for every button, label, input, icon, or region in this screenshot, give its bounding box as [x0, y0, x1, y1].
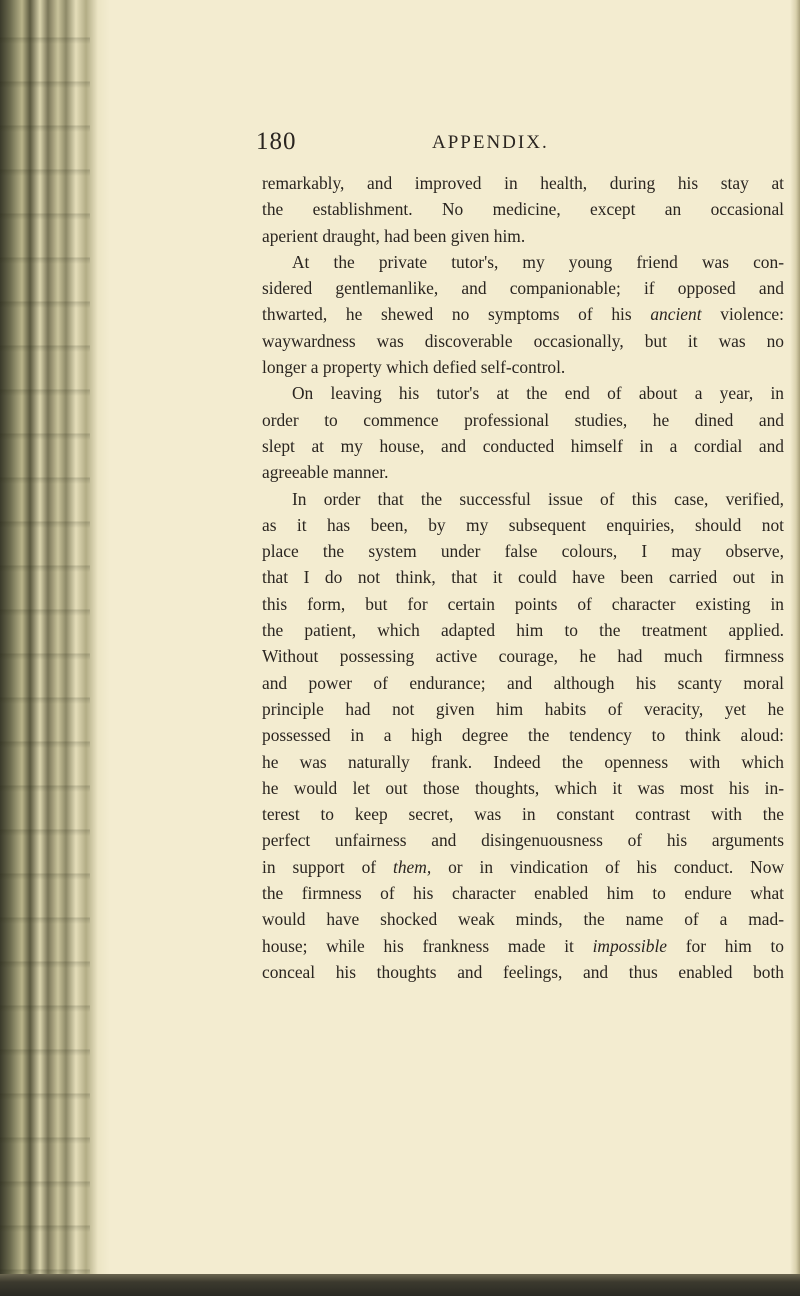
text-line: sidered gentlemanlike, and companionable; if opposed and — [262, 278, 784, 299]
italic-word: impossible — [592, 935, 667, 956]
page-header — [126, 128, 766, 164]
text-line: and power of endurance; and although his scanty moral — [262, 672, 784, 693]
gutter-texture — [0, 0, 90, 1296]
text-line: he would let out those thoughts, which it was most his in- — [262, 777, 784, 798]
book-page — [126, 128, 785, 982]
text-line: Without possessing active courage, he had much firmness — [262, 646, 784, 667]
italic-word: ancient — [650, 304, 702, 325]
text-line — [262, 301, 784, 327]
text-line: that I do not think, that it could have been carried out in — [262, 567, 784, 588]
text-line — [262, 854, 784, 880]
text-line: slept at my house, and conducted himself in a cordial and — [262, 435, 784, 456]
body-text — [262, 170, 784, 985]
text-fragment: violence: — [701, 304, 784, 325]
text-line: waywardness was discoverable occasionally, but it was no — [262, 330, 784, 351]
text-line: the patient, which adapted him to the treatment applied. — [262, 620, 784, 641]
text-line: agreeable manner. — [262, 462, 389, 483]
running-head: APPENDIX. — [432, 132, 549, 153]
text-line: remarkably, and improved in health, during his stay at — [262, 173, 784, 193]
page-right-edge — [790, 0, 800, 1296]
text-line: At the private tutor's, my young friend was con- — [292, 251, 784, 272]
text-line: perfect unfairness and disingenuousness of his arguments — [262, 830, 784, 851]
text-line: the firmness of his character enabled him to endure what — [262, 883, 784, 904]
text-fragment: for him to — [667, 935, 785, 956]
italic-word: them, — [393, 856, 432, 877]
text-line: principle had not given him habits of veracity, yet he — [262, 698, 784, 719]
text-line: as it has been, by my subsequent enquiries, should not — [262, 514, 784, 535]
text-fragment: in support of — [262, 856, 394, 877]
text-line: this form, but for certain points of character existing in — [262, 593, 784, 614]
text-line: conceal his thoughts and feelings, and thus enabled both — [262, 961, 784, 982]
page-number: 180 — [256, 128, 297, 155]
text-line: longer a property which defied self-control. — [262, 357, 566, 378]
text-fragment: house; while his frankness made it — [262, 935, 593, 956]
text-line: would have shocked weak minds, the name of a mad- — [262, 909, 784, 930]
text-line: On leaving his tutor's at the end of about a year, in — [292, 383, 784, 404]
text-fragment: thwarted, he shewed no symptoms of his — [262, 304, 651, 325]
text-line: terest to keep secret, was in constant contrast with the — [262, 804, 784, 825]
text-line: In order that the successful issue of this case, verified, — [292, 488, 784, 509]
text-line: he was naturally frank. Indeed the openness with which — [262, 751, 784, 772]
text-fragment: or in vindication of his conduct. Now — [431, 856, 784, 877]
text-line: place the system under false colours, I may observe, — [262, 541, 784, 562]
text-line: the establishment. No medicine, except an occasional — [262, 199, 784, 220]
text-line: possessed in a high degree the tendency to think aloud: — [262, 725, 784, 746]
text-line: order to commence professional studies, he dined and — [262, 409, 784, 430]
text-line: aperient draught, had been given him. — [262, 225, 526, 246]
text-line — [262, 933, 784, 959]
page-bottom-edge — [0, 1274, 800, 1296]
